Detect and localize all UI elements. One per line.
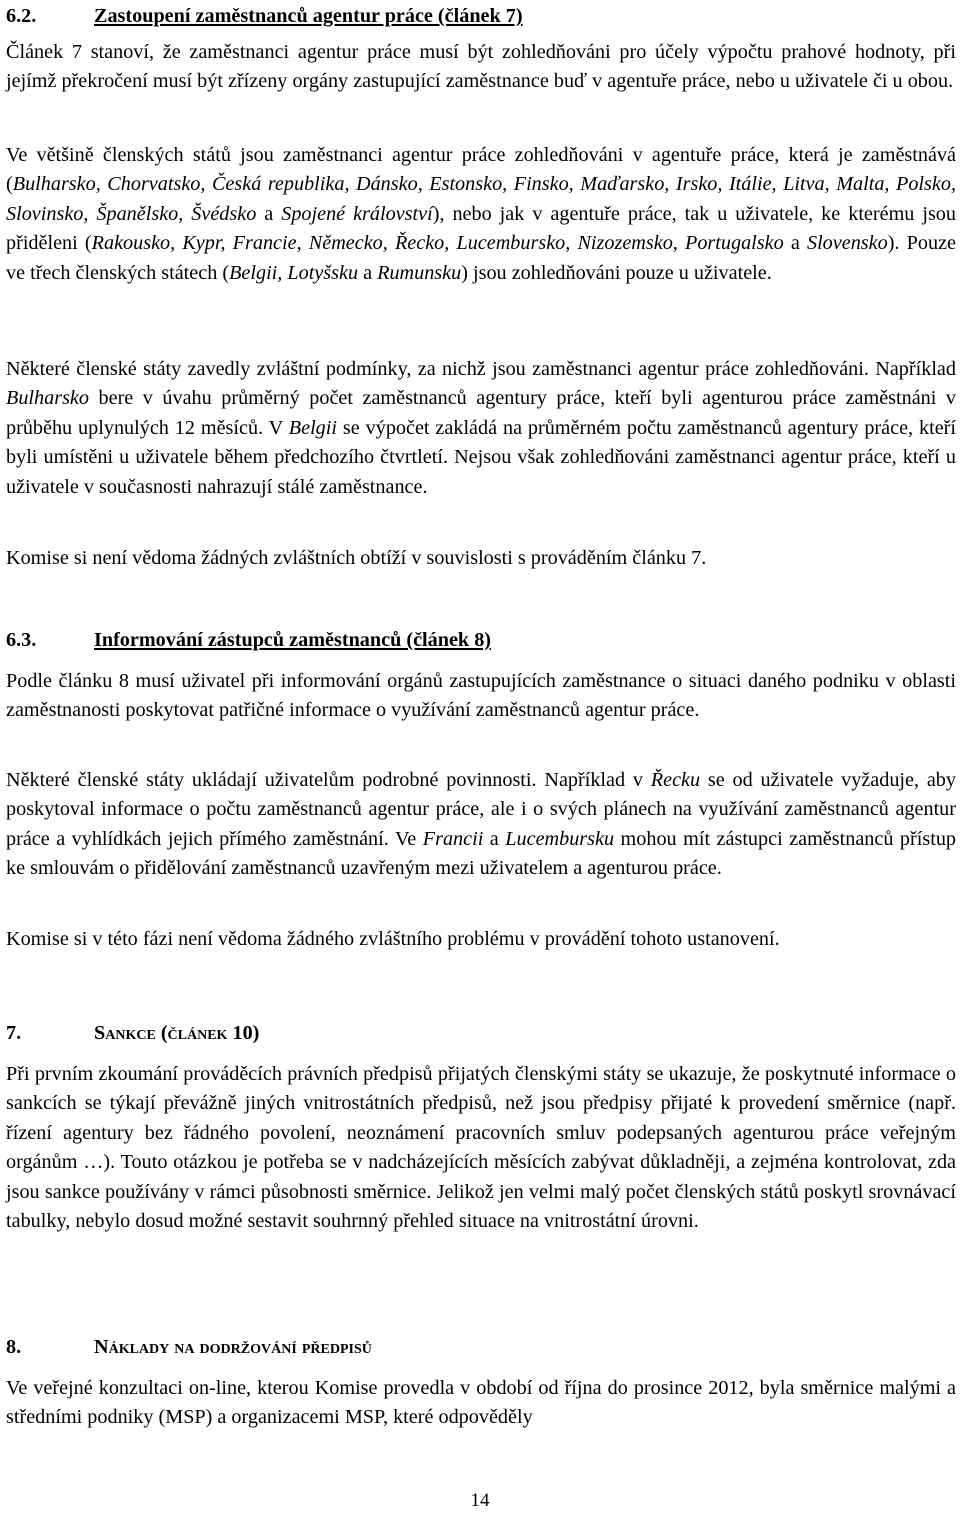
section-title: Náklady na dodržování předpisů [94,1336,372,1358]
country-list: Bulharsko, Chorvatsko, Česká republika, Dánsko, Estonsko, Finsko, Maďarsko, Irsko, Itálie, Litva, Malta, Polsko, Slovinsko, Španělsko, Švédsko [6,173,956,225]
country-name: Řecku [650,769,701,791]
section-6-3-heading [6,626,491,655]
page-number: 14 [470,1490,490,1511]
country-name: Slovensko [806,232,888,255]
paragraph: Komise si v této fázi není vědoma žádného zvláštního problému v provádění tohoto ustanovení. [6,928,780,950]
country-list: Rakousko, Kypr, Francie, Německo, Řecko, Lucembursko, Nizozemsko, Portugalsko [91,232,784,255]
section-number: 8. [6,1336,22,1358]
country-name: Spojené království [281,202,433,225]
country-name: Rumunsku [377,261,462,284]
section-number: 6.2. [6,5,37,27]
country-name: Bulharsko [6,387,89,410]
section-title: Informování zástupců zaměstnanců (článek 8) [94,629,492,651]
section-7-heading [6,1019,259,1048]
section-6-2-heading [6,2,523,31]
paragraph: Při prvním zkoumání prováděcích právních předpisů přijatých členskými státy se ukazuje, že poskytnuté informace o sankcích se týkají převážně jiných vnitrostátních předpisů, než jsou předpisy přijaté k provedení směrnice (např. řízení agentury bez řádného povolení, neoznámení pracovních smluv podepsaných agenturou práce veřejným orgánům …). Touto otázkou je potřeba se v nadcházejících měsících zabývat důkladněji, a zejména kontrolovat, zda jsou sankce používány v rámci působnosti směrnice. Jelikož jen velmi malý počet členských států poskytl srovnávací tabulky, nebylo dosud možné sestavit souhrnný přehled situace na vnitrostátní úrovni. [6,1063,956,1233]
country-name: Francii [422,827,484,850]
country-name: Belgii [288,416,337,439]
country-name: Lucembursku [505,827,615,850]
section-number: 7. [6,1022,22,1044]
paragraph: Podle článku 8 musí uživatel při informování orgánů zastupujících zaměstnance o situaci daného podniku v oblasti zaměstnanosti poskytovat patřičné informace o využívání zaměstnanců agentur práce. [6,670,956,722]
paragraph: Komise si není vědoma žádných zvláštních obtíží v souvislosti s prováděním článku 7. [6,547,707,569]
paragraph: Článek 7 stanoví, že zaměstnanci agentur práce musí být zohledňováni pro účely výpočtu prahové hodnoty, při jejímž překročení musí být zřízeny orgány zastupující zaměstnance buď v agentuře práce, nebo u uživatele či u obou. [6,41,956,93]
paragraph: Ve většině členských států jsou zaměstnanci agentur práce zohledňováni v agentuře práce, která je zaměstnává (Bulharsko, Chorvatsko, Česká republika, Dánsko, Estonsko, Finsko, Maďarsko, Irsko, Itálie, Litva, Malta, Polsko, Slovinsko, Španělsko, Švédsko a Spojené království), nebo jak v agentuře práce, tak u uživatele, ke kterému jsou přiděleni (Rakousko, Kypr, Francie, Německo, Řecko, Lucembursko, Nizozemsko, Portugalsko a Slovensko). Pouze ve třech členských státech (Belgii, Lotyšsku a Rumunsku) jsou zohledňováni pouze u uživatele. [6,144,956,284]
paragraph: Ve veřejné konzultaci on-line, kterou Komise provedla v období od října do prosince 2012, byla směrnice malými a středními podniky (MSP) a organizacemi MSP, které odpověděly [6,1377,956,1429]
paragraph: Některé členské státy zavedly zvláštní podmínky, za nichž jsou zaměstnanci agentur práce zohledňováni. Například Bulharsko bere v úvahu průměrný počet zaměstnanců agentury práce, kteří byli agenturou práce zaměstnáni v průběhu uplynulých 12 měsíců. V Belgii se výpočet zakládá na průměrném počtu zaměstnanců agentury práce, kteří byli umístěni u uživatele během předchozího čtvrtletí. Nejsou však zohledňováni zaměstnanci agentur práce, kteří u uživatele v současnosti nahrazují stálé zaměstnance. [6,358,956,498]
paragraph: Některé členské státy ukládají uživatelům podrobné povinnosti. Například v Řecku se od uživatele vyžaduje, aby poskytoval informace o počtu zaměstnanců agentur práce, ale i o svých plánech na využívání zaměstnanců agentur práce a vyhlídkách jejich přímého zaměstnání. Ve Francii a Lucembursku mohou mít zástupci zaměstnanců přístup ke smlouvám o přidělování zaměstnanců uzavřeným mezi uživatelem a agenturou práce. [6,769,957,880]
section-number: 6.3. [6,629,37,651]
section-8-heading [6,1333,372,1362]
section-title: Sankce (článek 10) [94,1022,260,1044]
country-list: Belgii, Lotyšsku [229,261,359,284]
section-title: Zastoupení zaměstnanců agentur práce (článek 7) [94,5,523,27]
